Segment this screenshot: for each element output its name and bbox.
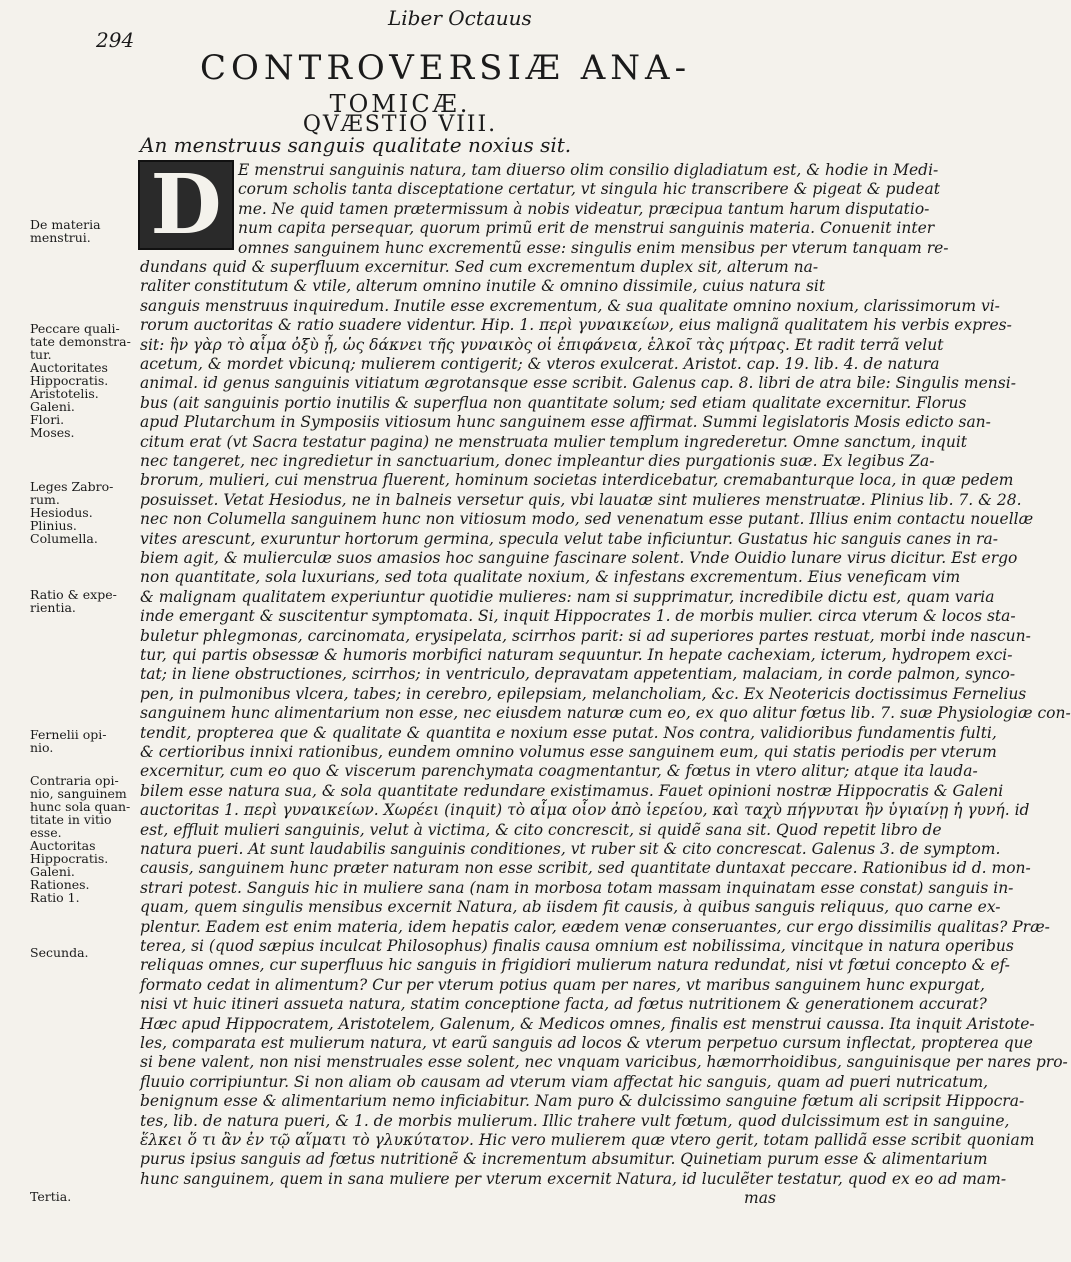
text-line: hunc sanguinem, quem in sana muliere per vterum excernit Natura, id luculẽter testatur, quod ex eo ad mam- — [140, 1169, 1007, 1188]
text-line: nisi vt huic itineri assueta natura, statim conceptione facta, ad fœtus nutritionem & generationem accurat? — [140, 995, 987, 1014]
margin-note-line: esse. — [30, 825, 62, 840]
text-line: sanguinem hunc alimentarium non esse, nec eiusdem naturæ cum eo, ex quo alitur fœtus lib. 7. suæ Physiologiæ con- — [140, 704, 1071, 723]
question-subtitle: An menstruus sanguis qualitate noxius sit. — [140, 133, 572, 157]
margin-note-line: Flori. — [30, 412, 65, 427]
chapter-title-line-1: CONTROVERSIÆ ANA- — [200, 48, 692, 88]
text-line: & malignam qualitatem experiuntur quotidie mulieres: nam si supprimatur, incredibile dictu est, quam varia — [140, 587, 995, 606]
text-line: ἕλκει ὅ τι ἂν ἐν τῷ αἵματι τὸ γλυκύτατον. Hic vero mulierem quæ vtero gerit, totam pallidã esse scribit quoniam — [140, 1131, 1035, 1149]
text-line: Hæc apud Hippocratem, Aristotelem, Galenum, & Medicos omnes, finalis est menstrui caussa. Ita inquit Aristote- — [140, 1014, 1035, 1033]
text-line: posuisset. Vetat Hesiodus, ne in balneis versetur quis, vbi lauatæ sint mulieres menstruatæ. Plinius lib. 7. & 28. — [140, 490, 1022, 509]
text-line: pen, in pulmonibus vlcera, tabes; in cerebro, epilepsiam, melancholiam, &c. Ex Neotericis doctissimus Fernelius — [140, 684, 1027, 703]
text-line: raliter constitutum & vtile, alterum omnino inutile & omnino dissimile, cuius natura sit — [140, 277, 826, 296]
text-line: inde emergant & suscitentur symptomata. Si, inquit Hippocrates 1. de morbis mulier. circa vterum & locos sta- — [140, 607, 1016, 626]
margin-note-line: menstrui. — [30, 230, 91, 245]
margin-note — [30, 946, 136, 959]
text-line: & certioribus innixi rationibus, eundem omnino volumus esse sanguinem eum, qui statis periodis per vterum — [140, 743, 997, 761]
text-line: citum erat (vt Sacra testatur pagina) ne menstruata mulier templum ingrederetur. Omne sanctum, inquit — [140, 432, 968, 451]
text-line: causis, sanguinem hunc præter naturam non esse scribit, sed quantitate duntaxat peccare. Rationibus id d. mon- — [140, 859, 1031, 878]
margin-note-line: rum. — [30, 492, 60, 507]
text-line: auctoritas 1. περὶ γυναικείων. Χωρέει (inquit) τὸ αἷμα οἷον ἀπὸ ἱερείου, καὶ ταχὺ πήγνυται ἢν ὑγιαίνῃ ἡ γυνή. id — [140, 801, 1030, 820]
margin-note-line: De materia — [30, 217, 101, 232]
text-line: formato cedat in alimentum? Cur per vterum potius quam per nares, vt maribus sanguinem hunc expurgat, — [140, 975, 985, 994]
text-line: buletur phlegmonas, carcinomata, erysipelata, scirrhos parit: si ad superiores partes restuat, morbi inde nascun- — [140, 626, 1031, 645]
margin-note-line: nio, sanguinem — [30, 786, 127, 801]
margin-note — [30, 322, 136, 439]
margin-note-line: Galeni. — [30, 864, 75, 879]
margin-note-line: Ratio 1. — [30, 890, 80, 905]
chapter-title-line-2: TOMICÆ. — [329, 90, 471, 118]
question-heading: QVÆSTIO VIII. — [302, 112, 498, 137]
text-line: tendit, propterea que & qualitate & quantita e noxium esse putat. Nos contra, validioribus fundamentis fulti, — [140, 723, 997, 742]
running-head: Liber Octauus — [388, 6, 532, 30]
text-line: sit: ἢν γὰρ τὸ αἷμα ὀξὺ ᾖ, ὡς δάκνει τῆς γυναικὸς οἱ ἐπιφάνεια, ἑλκοῖ τὰς μήτρας. Et radit terrã velut — [140, 335, 944, 354]
margin-note-line: rientia. — [30, 600, 76, 615]
margin-note-line: Leges Zabro- — [30, 479, 114, 494]
text-line: tes, lib. de natura pueri, & 1. de morbis mulierum. Illic trahere vult fœtum, quod dulcissimum est in sanguine, — [140, 1111, 1010, 1130]
text-line: biem agit, & mulierculæ suos amasios hoc sanguine fascinare solent. Vnde Ouidio lunare virus dicitur. Est ergo — [140, 549, 1018, 567]
margin-note-line: Plinius. — [30, 518, 77, 533]
text-line: bus (ait sanguinis portio inutilis & superflua non quantitate solum; sed etiam qualitate excernitur. Florus — [140, 393, 967, 412]
margin-note-line: Hesiodus. — [30, 505, 93, 520]
margin-note-line: Fernelii opi- — [30, 727, 107, 742]
margin-note-line: nio. — [30, 740, 54, 755]
margin-note-line: Columella. — [30, 531, 98, 546]
margin-note-line: Contraria opi- — [30, 773, 119, 788]
text-line: omnes sanguinem hunc excrementũ esse: singulis enim mensibus per vterum tanquam re- — [238, 238, 949, 257]
margin-note — [30, 588, 136, 614]
text-line: purus ipsius sanguis ad fœtus nutritionẽ & incrementum absumitur. Quinetiam purum esse & alimentarium — [140, 1150, 988, 1169]
text-line: est, effluit mulieri sanguinis, velut à victima, & cito concrescit, si quidẽ sana sit. Quod repetit libro de — [140, 820, 942, 839]
margin-note-line: Tertia. — [30, 1189, 72, 1204]
margin-note-line: Auctoritates — [30, 360, 108, 375]
margin-note-line: Rationes. — [30, 877, 90, 892]
text-line: sanguis menstruus inquiredum. Inutile esse excrementum, & sua qualitate omnino noxium, clarissimorum vi- — [140, 296, 1000, 315]
margin-note-line: Hippocratis. — [30, 851, 109, 866]
margin-note — [30, 774, 136, 904]
page-number: 294 — [96, 28, 135, 52]
margin-note-line: hunc sola quan- — [30, 799, 131, 814]
text-line: excernitur, cum eo quo & viscerum parenchymata coagmentantur, & fœtus in vtero alitur; atque ita lauda- — [140, 762, 978, 781]
text-line: nec tangeret, nec ingredietur in sanctuarium, donec impleantur dies purgationis suæ. Ex legibus Za- — [140, 452, 935, 470]
text-line: rorum auctoritas & ratio suadere videntur. Hip. 1. περὶ γυναικείων, eius malignã qualitatem his verbis expres- — [140, 316, 1012, 335]
text-line: plentur. Eadem est enim materia, idem hepatis calor, eædem venæ conseruantes, cur ergo dissimilis qualitas? Præ- — [140, 917, 1050, 936]
margin-note — [30, 480, 136, 545]
margin-note-line: Galeni. — [30, 399, 75, 414]
margin-note — [30, 728, 136, 754]
margin-note-line: Secunda. — [30, 945, 89, 960]
text-line: brorum, mulieri, cui menstrua fluerent, hominum societas interdicebatur, cremabanturque loca, in quæ pedem — [140, 471, 1014, 490]
text-line: non quantitate, sola luxurians, sed tota qualitate noxium, & infestans excrementum. Eius veneficam vim — [140, 568, 961, 587]
text-line: dundans quid & superfluum excernitur. Sed cum excrementum duplex sit, alterum na- — [140, 258, 819, 276]
margin-note — [30, 1190, 136, 1203]
margin-note-line: Auctoritas — [30, 838, 96, 853]
text-line: corum scholis tanta disceptatione certatur, vt singula hic transcribere & pigeat & pudeat — [238, 180, 940, 199]
margin-note-line: Hippocratis. — [30, 373, 109, 388]
initial-letter: D — [150, 157, 222, 253]
text-line: bilem esse natura sua, & sola quantitate redundare existimamus. Fauet opinioni nostræ Hippocratis & Galeni — [140, 781, 1004, 800]
text-line: me. Ne quid tamen prætermissum à nobis videatur, præcipua tantum harum disputatio- — [238, 199, 930, 218]
margin-note-line: Ratio & expe- — [30, 587, 117, 602]
text-line: num capita persequar, quorum primũ erit de menstrui sanguinis materia. Conuenit inter — [238, 219, 935, 238]
text-line: animal. id genus sanguinis vitiatum ægrotansque esse scribit. Galenus cap. 8. libri de atra bile: Singulis mensi- — [140, 374, 1016, 393]
text-line: vites arescunt, exuruntur hortorum germina, specula velut tabe inficiuntur. Gustatus hic sanguis canes in ra- — [140, 529, 998, 548]
text-line: acetum, & mordet vbicunq; mulierem contigerit; & vteros exulcerat. Aristot. cap. 19. lib. 4. de natura — [140, 355, 940, 373]
text-line: reliquas omnes, cur superfluus hic sanguis in frigidiori mulierum natura redundat, nisi vt fœtui concepto & ef- — [140, 956, 1010, 975]
text-line: strari potest. Sanguis hic in muliere sana (nam in morbosa totam massam inquinatam esse constat) sanguis in- — [140, 878, 1014, 897]
margin-note — [30, 218, 136, 244]
text-line: apud Plutarchum in Symposiis vitiosum hunc sanguinem esse affirmat. Summi legislatoris Mosis edicto san- — [140, 413, 991, 432]
text-line: mas — [744, 1189, 776, 1208]
text-line: natura pueri. At sunt laudabilis sanguinis conditiones, vt ruber sit & cito concrescat. Galenus 3. de symptom. — [140, 840, 1001, 858]
decorated-initial — [138, 157, 234, 253]
text-line: tur, qui partis obsessæ & humoris morbifici naturam sequuntur. In hepate cachexiam, icterum, hydropem exci- — [140, 646, 1013, 664]
text-line: quam, quem singulis mensibus excernit Natura, ab iisdem fit causis, à quibus sanguis reliquus, quo carne ex- — [140, 898, 1001, 917]
text-line: les, comparata est mulierum natura, vt earũ sanguis ad locos & vterum perpetuo cursum inflectat, propterea que — [140, 1034, 1033, 1052]
margin-note-line: Moses. — [30, 425, 75, 440]
text-line: nec non Columella sanguinem hunc non vitiosum modo, sed venenatum esse putant. Illius enim contactu nouellæ — [140, 510, 1034, 529]
text-line: terea, si (quod sæpius inculcat Philosophus) finalis causa omnium est nobilissima, vincitque in natura operibus — [140, 937, 1014, 955]
text-line: tat; in liene obstructiones, scirrhos; in ventriculo, depravatam appetentiam, malaciam, in corde palmon, synco- — [140, 665, 1016, 684]
margin-note-line: Aristotelis. — [30, 386, 99, 401]
margin-note-line: titate in vitio — [30, 812, 112, 827]
text-line: si bene valent, non nisi menstruales esse solent, nec vnquam varicibus, hæmorrhoidibus, sanguinisque per nares pro- — [140, 1053, 1068, 1072]
margin-note-line: Peccare quali- — [30, 321, 120, 336]
text-line: benignum esse & alimentarium nemo inficiabitur. Nam puro & dulcissimo sanguine fœtum ali scripsit Hippocra- — [140, 1092, 1025, 1111]
text-line: E menstrui sanguinis natura, tam diuerso olim consilio digladiatum est, & hodie in Medi- — [238, 161, 939, 179]
margin-note-line: tate demonstra- — [30, 334, 131, 349]
margin-note-line: tur. — [30, 347, 52, 362]
text-line: fluuio corripiuntur. Si non aliam ob causam ad vterum viam affectat hic sanguis, quam ad pueri nutricatum, — [140, 1072, 989, 1091]
